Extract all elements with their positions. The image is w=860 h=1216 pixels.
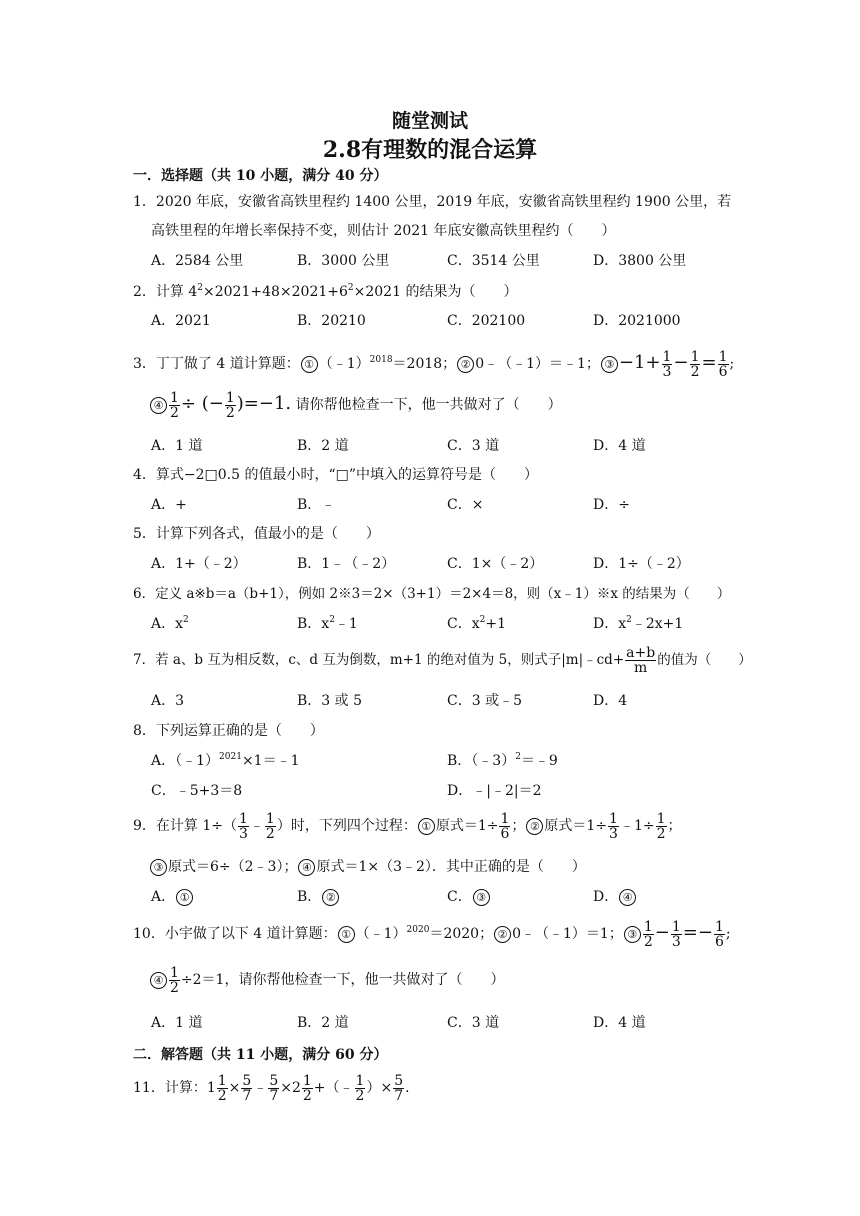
q10-option-d: D．4 道	[593, 1015, 646, 1031]
q4-option-a: A．+	[151, 497, 187, 513]
q3-option-c: C．3 道	[447, 438, 500, 454]
q9-line1: 9．在计算 1÷（ $\frac{1}{3}$ ﹣ $\frac{1}{2}$ ）时，下列四个过程： ① 原式＝1÷ $\frac{1}{6}$ ； ② 原式＝1÷ $\frac{1}{3}$ ﹣1÷ $\frac{1}{2}$ ；	[133, 810, 682, 842]
q2-option-d: D．2021000	[593, 313, 681, 329]
q4-line: 4．算式−2□0.5 的值最小时，“□”中填入的运算符号是（ ）	[133, 467, 539, 483]
q3-option-d: D．4 道	[593, 438, 646, 454]
q1-option-b: B．3000 公里	[297, 253, 390, 269]
q6-line: 6．定义 a※b＝a（b+1），例如 2※3＝2×（3+1）＝2×4＝8，则（x﹣1）※x 的结果为（ ）	[133, 586, 731, 602]
q8-option-a: A．（﹣1）$^{2021}$×1＝﹣1	[151, 752, 300, 769]
q8-option-c: C．﹣5+3＝8	[151, 783, 243, 799]
q2-option-c: C．202100	[447, 313, 526, 329]
q1-line1: 1．2020 年底，安徽省高铁里程约 1400 公里，2019 年底，安徽省高铁里程约 1900 公里，若	[133, 194, 732, 210]
q10-line1: 10．小宇做了以下 4 道计算题： ① （﹣1）$^{2020}$＝2020； ② 0﹣（﹣1）＝1； ③ $\frac{1}{2}$ − $\frac{1}{3}$ =− $\frac{1}{6}$ ;	[133, 918, 731, 950]
q7-option-d: D．4	[593, 693, 628, 709]
q1-option-a: A．2584 公里	[151, 253, 244, 269]
q6-option-b: B．$x^2﹣1$	[297, 615, 358, 632]
q7-option-c: C．3 或﹣5	[447, 693, 522, 709]
page-subtitle: 2.8有理数的混合运算	[322, 137, 538, 163]
page-title: 随堂测试	[391, 110, 468, 132]
q5-option-c: C．1×（﹣2）	[447, 556, 544, 572]
q8-line: 8．下列运算正确的是（ ）	[133, 723, 324, 739]
q7-option-b: B．3 或 5	[297, 693, 363, 709]
q11-line: 11．计算：1 $\frac{1}{2}$ × $\frac{5}{7}$ ﹣ $\frac{5}{7}$ ×2 $\frac{1}{2}$ +（﹣ $\frac{1}{2}$ ）× $\frac{5}{7}$ ．	[133, 1072, 420, 1104]
q10-option-b: B．2 道	[297, 1015, 349, 1031]
q4-option-c: C．×	[447, 497, 484, 513]
section-heading-choice: 一．选择题（共 10 小题，满分 40 分）	[133, 168, 388, 184]
q6-option-d: D．$x^2﹣2x+1$	[593, 615, 684, 632]
q1-line2: 高铁里程的年增长率保持不变，则估计 2021 年底安徽高铁里程约（ ）	[151, 223, 616, 239]
q5-option-a: A．1+（﹣2）	[151, 556, 247, 572]
q5-line: 5．计算下列各式，值最小的是（ ）	[133, 526, 380, 542]
q7-line: 7．若 a、b 互为相反数，c、d 互为倒数，m+1 的绝对值为 5，则式子|m|﹣cd+ $\frac{a+b}{m}$ 的值为（ ）	[133, 645, 752, 676]
q3-option-b: B．2 道	[297, 438, 349, 454]
q9-option-c: C． ③	[447, 888, 491, 906]
q9-option-d: D． ④	[593, 888, 637, 906]
q6-option-c: C．$x^2+1$	[447, 615, 506, 632]
q1-option-d: D．3800 公里	[593, 253, 687, 269]
q3-line1: 3．丁丁做了 4 道计算题： ① （﹣1）$^{2018}$＝2018； ② 0﹣（﹣1）＝﹣1； ③ −1+ $\frac{1}{3}$ − $\frac{1}{2}$ = $\frac{1}{6}$ ;	[133, 348, 735, 380]
q5-option-b: B．1﹣（﹣2）	[297, 556, 396, 572]
q2-option-b: B．20210	[297, 313, 366, 329]
q8-option-d: D．﹣|﹣2|＝2	[447, 783, 542, 799]
q3-line2: ④ $\frac{1}{2}$ ÷ (− $\frac{1}{2}$ )=−1. 请你帮他检查一下，他一共做对了（ ）	[149, 386, 562, 423]
q10-option-c: C．3 道	[447, 1015, 500, 1031]
q7-option-a: A．3	[151, 693, 185, 709]
q6-option-a: A．$x^2$	[151, 615, 189, 632]
q2-option-a: A．2021	[151, 313, 211, 329]
q9-option-b: B． ②	[297, 888, 340, 906]
q9-option-a: A． ①	[151, 888, 194, 906]
q9-line2: ③ 原式＝6÷（2﹣3）； ④ 原式＝1×（3﹣2）．其中正确的是（ ）	[149, 858, 586, 876]
q3-option-a: A．1 道	[151, 438, 203, 454]
q5-option-d: D．1÷（﹣2）	[593, 556, 690, 572]
q2-line: 2．计算 $4^2\times 2021+48\times 2021+6^2\times 2021$ 的结果为（ ）	[133, 283, 518, 300]
section-heading-answer: 二．解答题（共 11 小题，满分 60 分）	[133, 1047, 388, 1063]
q10-line2: ④ $\frac{1}{2}$ ÷2＝1，请你帮他检查一下，他一共做对了（ ）	[149, 962, 504, 998]
q10-option-a: A．1 道	[151, 1015, 203, 1031]
q8-option-b: B．（﹣3）$^2$＝﹣9	[447, 752, 558, 769]
q4-option-b: B．﹣	[297, 497, 336, 513]
q4-option-d: D．÷	[593, 497, 630, 513]
q1-option-c: C．3514 公里	[447, 253, 540, 269]
